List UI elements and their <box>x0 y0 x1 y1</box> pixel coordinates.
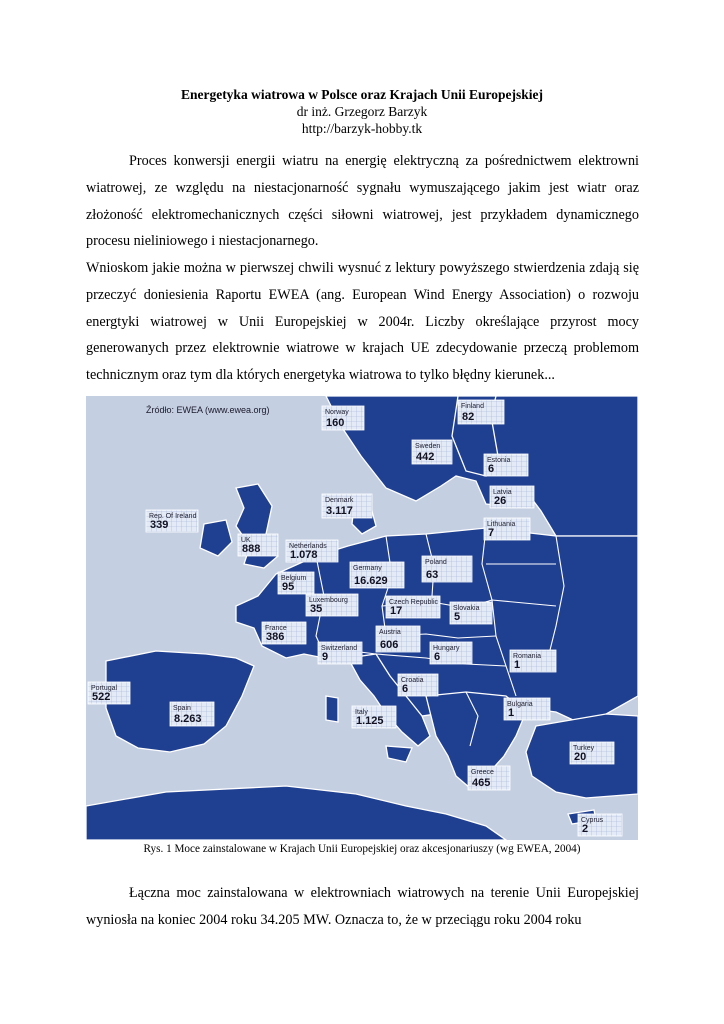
country-value: 63 <box>426 569 439 581</box>
country-label-uk <box>238 534 278 556</box>
country-value: 16.629 <box>354 575 388 587</box>
country-value: 6 <box>488 463 495 475</box>
country-value: 442 <box>416 451 435 463</box>
country-name: Hungary <box>433 645 460 652</box>
country-name: Sweden <box>415 443 441 450</box>
country-value: 339 <box>150 519 169 531</box>
country-value: 3.117 <box>326 505 353 517</box>
country-value: 7 <box>488 527 495 539</box>
country-name: Bulgaria <box>507 701 533 708</box>
country-label-finland <box>458 400 504 424</box>
country-label-poland <box>422 556 472 582</box>
country-value: 26 <box>494 495 507 507</box>
country-value: 5 <box>454 611 461 623</box>
paragraph-ewea: Wnioskom jakie można w pierwszej chwili wysnuć z lektury powyższego stwierdzenia zdają się przeczyć doniesienia Raportu EWEA (ang. European Wind Energy Association) o rozwoju energtyki wiatrowej w Unii Europejskiej w 2004r. Liczby określające przyrost mocy generowanych przez elektrownie wiatrowe w krajach UE zdecydowanie przeczą problemom technicznym oraz tym dla których energetyka wiatrowa to tylko błędny kierunek... <box>86 260 639 384</box>
country-label-bulgaria <box>504 698 550 720</box>
document-url: http://barzyk-hobby.tk <box>301 121 423 136</box>
country-label-rep-of-ireland <box>146 510 198 532</box>
country-value: 6 <box>402 683 409 695</box>
country-name: Denmark <box>325 497 354 504</box>
country-name: Finland <box>461 403 484 410</box>
country-name: Rep. Of Ireland <box>149 513 197 520</box>
country-label-portugal <box>88 682 130 704</box>
country-value: 6 <box>434 651 441 663</box>
country-label-belgium <box>278 572 314 594</box>
country-label-italy <box>352 706 396 728</box>
country-label-estonia <box>484 454 528 476</box>
country-label-spain <box>170 702 214 726</box>
document-author: dr inż. Grzegorz Barzyk <box>296 104 428 119</box>
country-name: Czech Republic <box>389 599 439 606</box>
country-name: Estonia <box>487 457 511 464</box>
paragraph-total: Łączna moc zainstalowana w elektrowniach wiatrowych na terenie Unii Europejskiej wyniosła na koniec 2004 roku 34.205 MW. Oznacza to, że w przeciągu roku 2004 roku <box>86 885 639 928</box>
country-label-norway <box>322 406 364 430</box>
country-label-romania <box>510 650 556 672</box>
country-value: 606 <box>380 639 399 651</box>
country-label-luxembourg <box>306 594 358 616</box>
country-value: 465 <box>472 777 491 789</box>
paragraph-intro: Proces konwersji energii wiatru na energię elektryczną za pośrednictwem elektrowni wiatrowej, ze względu na niestacjonarność sygnału wymuszającego jakim jest wiatr oraz złożoność elektromechanicznych części siłowni wiatrowej, jest przykładem dynamicznego procesu nieliniowego i niestacjonarnego. <box>86 153 639 250</box>
country-name: Croatia <box>401 677 424 684</box>
country-value: 522 <box>92 691 111 703</box>
figure-caption: Rys. 1 Moce zainstalowane w Krajach Unii Europejskiej oraz akcesjonariuszy (wg EWEA, 2004) <box>143 843 581 855</box>
country-name: Italy <box>355 709 368 716</box>
country-name: Slovakia <box>453 605 480 612</box>
country-name: Austria <box>379 629 401 636</box>
country-value: 1.078 <box>290 549 318 561</box>
country-label-turkey <box>570 742 614 764</box>
country-value: 95 <box>282 581 295 593</box>
country-value: 82 <box>462 411 475 423</box>
country-value: 1 <box>508 707 515 719</box>
country-value: 8.263 <box>174 713 202 725</box>
country-label-lithuania <box>484 518 530 540</box>
country-name: Romania <box>513 653 542 660</box>
country-label-switzerland <box>318 642 362 664</box>
country-label-netherlands <box>286 540 338 562</box>
country-name: Latvia <box>493 489 512 496</box>
country-label-croatia <box>398 674 438 696</box>
country-value: 1.125 <box>356 715 384 727</box>
country-label-latvia <box>490 486 534 508</box>
country-value: 20 <box>574 751 587 763</box>
country-value: 386 <box>266 631 285 643</box>
country-value: 9 <box>322 651 329 663</box>
country-name: Poland <box>425 559 447 566</box>
country-value: 160 <box>326 417 345 429</box>
country-label-austria <box>376 626 420 652</box>
country-name: Switzerland <box>321 645 358 652</box>
country-label-sweden <box>412 440 452 464</box>
country-label-denmark <box>322 494 372 518</box>
country-value: 888 <box>242 543 261 555</box>
map-source: Źródło: EWEA (www.ewea.org) <box>146 405 270 415</box>
country-name: Belgium <box>281 575 307 582</box>
country-name: Portugal <box>91 685 118 692</box>
country-value: 2 <box>582 823 589 835</box>
country-label-slovakia <box>450 602 492 624</box>
document-title: Energetyka wiatrowa w Polsce oraz Krajach Unii Europejskiej <box>180 87 544 102</box>
country-name: Spain <box>173 705 191 712</box>
country-label-cyprus <box>578 814 622 836</box>
country-name: Cyprus <box>581 817 604 824</box>
country-name: Turkey <box>573 745 595 752</box>
country-label-czech-republic <box>386 596 440 618</box>
country-name: France <box>265 625 287 632</box>
country-name: Greece <box>471 769 494 776</box>
country-label-greece <box>468 766 510 790</box>
europe-wind-map <box>86 396 638 840</box>
country-name: Germany <box>353 565 382 572</box>
country-label-germany <box>350 562 404 588</box>
country-label-france <box>262 622 306 644</box>
country-value: 17 <box>390 605 403 617</box>
country-name: Lithuania <box>487 521 516 528</box>
country-name: Norway <box>325 409 349 416</box>
country-value: 1 <box>514 659 521 671</box>
country-name: UK <box>241 537 251 544</box>
document-header <box>0 86 724 137</box>
country-name: Luxembourg <box>309 597 348 604</box>
country-value: 35 <box>310 603 323 615</box>
country-label-hungary <box>430 642 472 664</box>
country-name: Netherlands <box>289 543 327 550</box>
